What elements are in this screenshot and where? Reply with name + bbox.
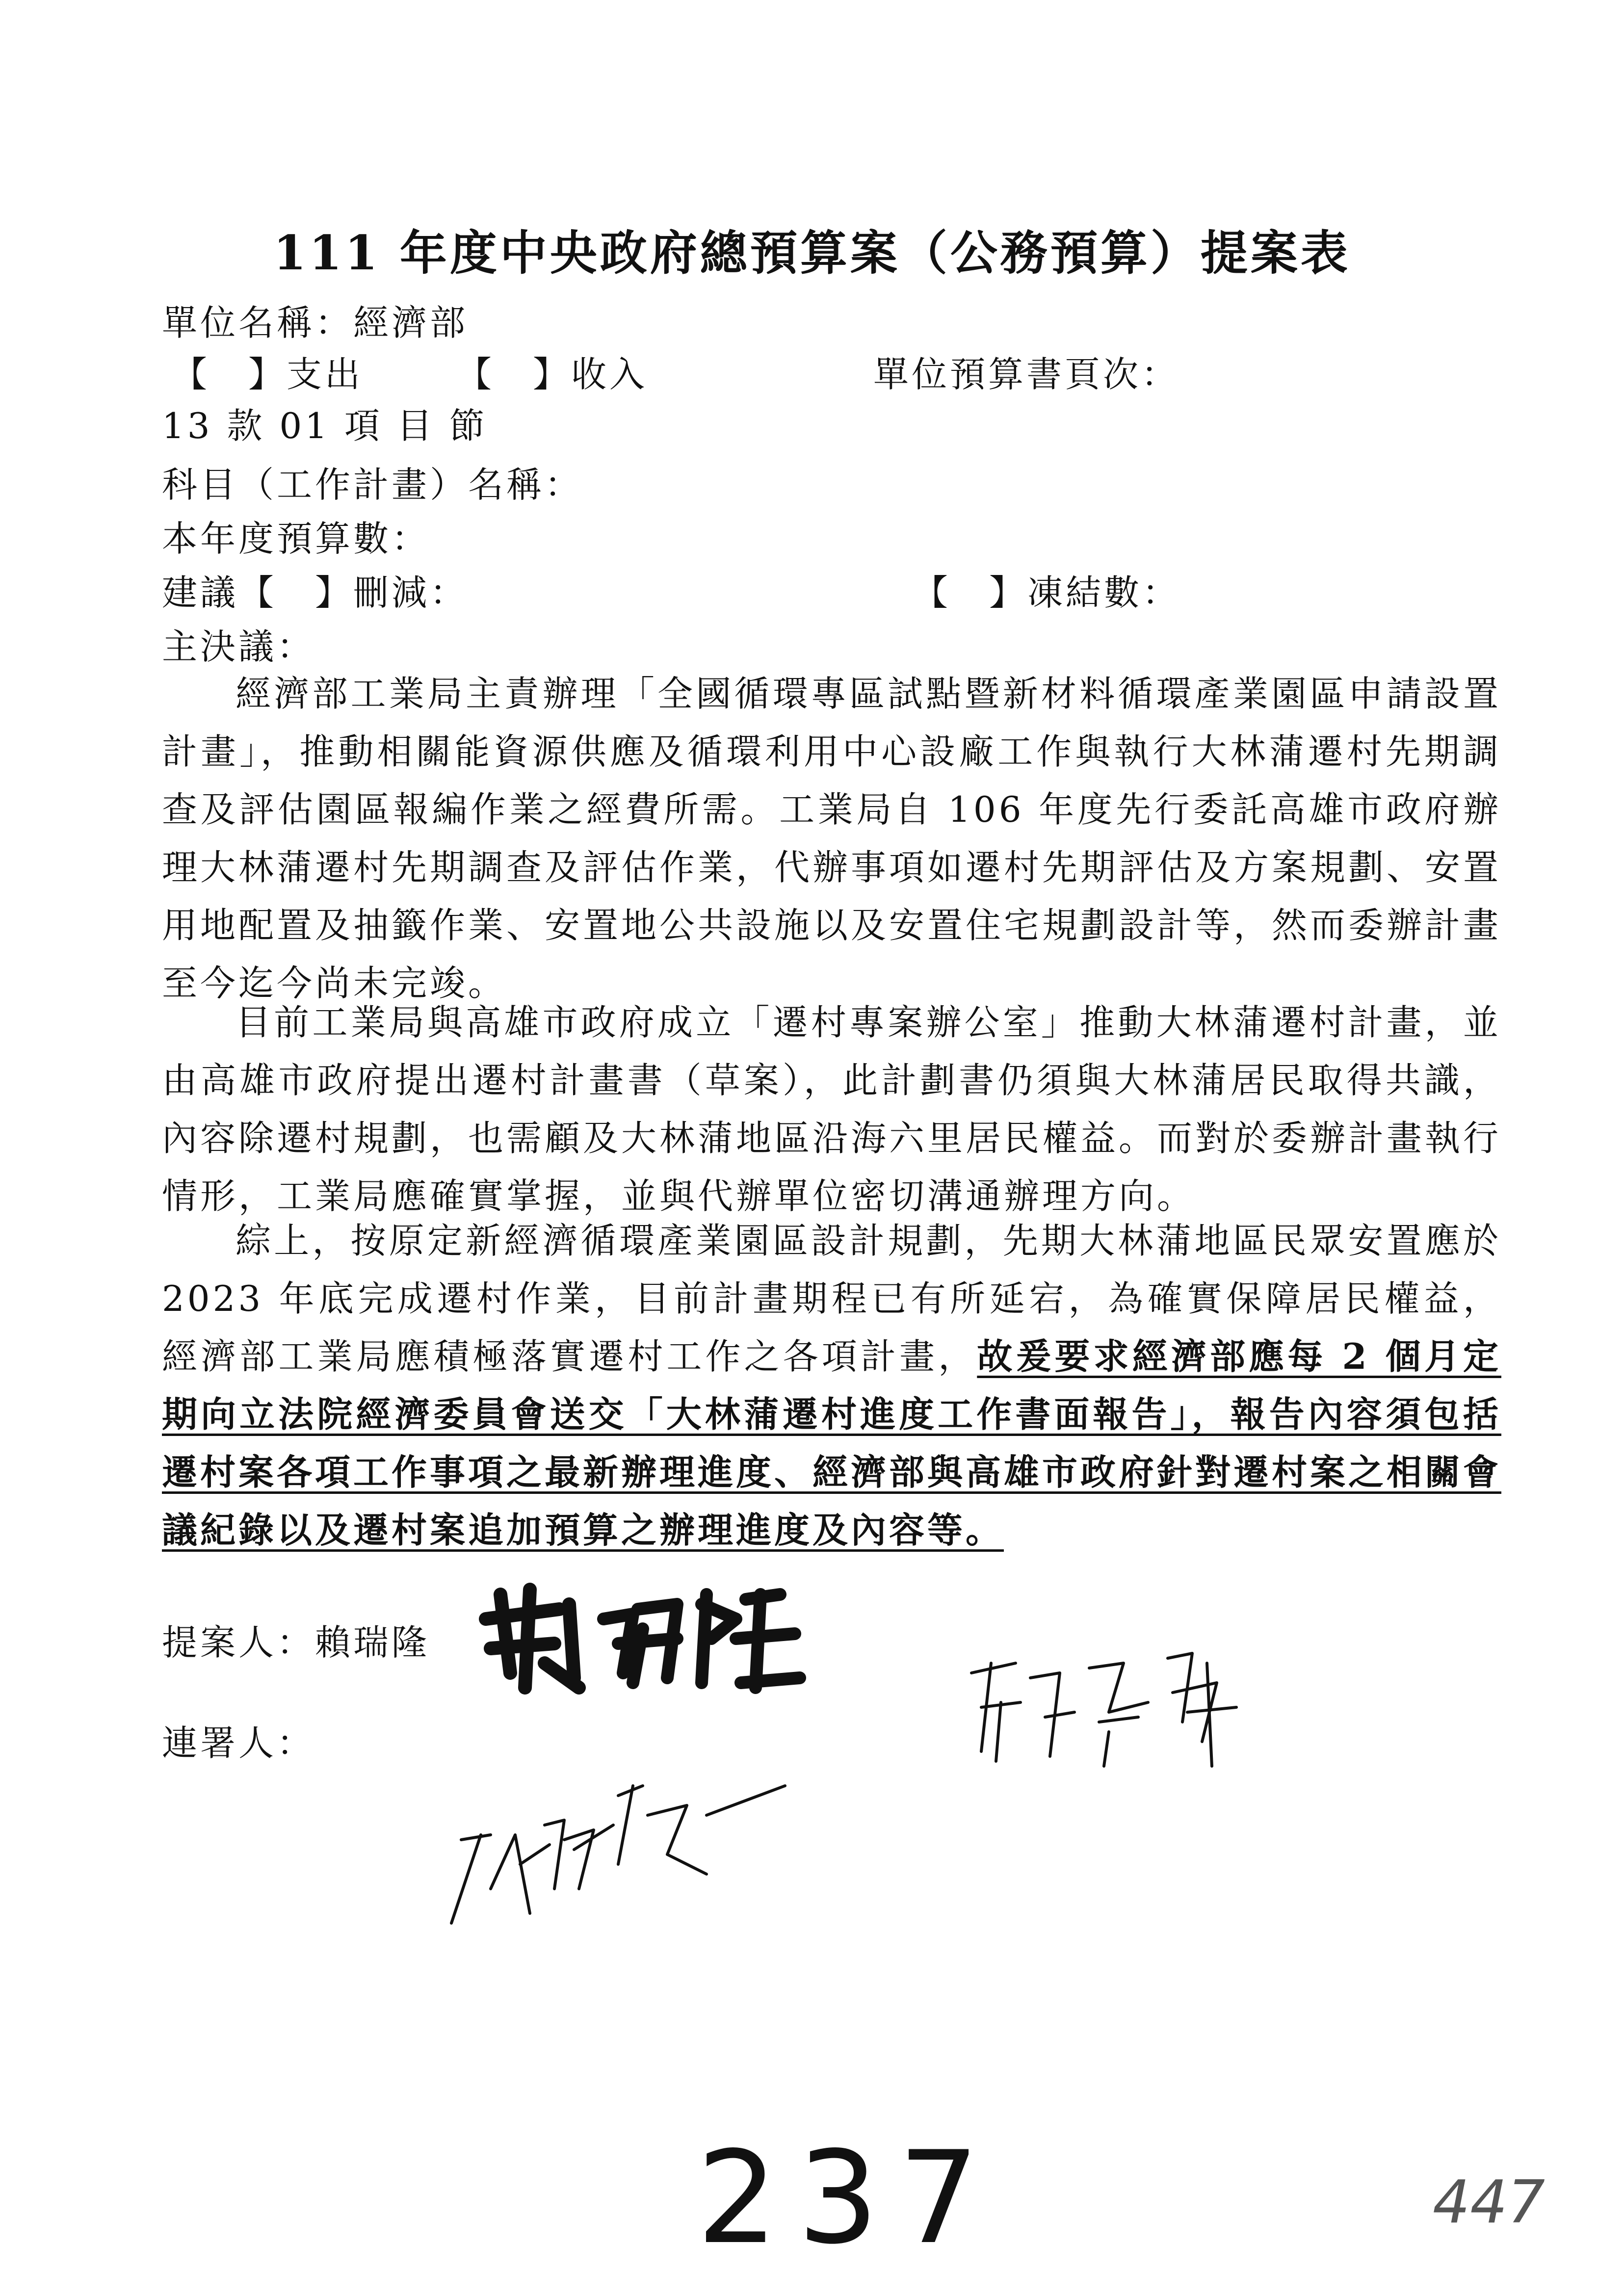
budget-page-label: 單位預算書頁次：: [873, 354, 1180, 395]
page-number-small: 447: [1433, 2168, 1545, 2237]
page-title: 111 年度中央政府總預算案（公務預算）提案表: [273, 225, 1351, 281]
paragraph-2: 目前工業局與高雄市政府成立「遷村專案辦公室」推動大林蒲遷村計畫，並由高雄市政府提出遷村計畫書（草案），此計劃書仍須與大林蒲居民取得共識，內容除遷村規劃，也需顧及大林蒲地區沿海六里居民權益。而對於委辦計畫執行情形，工業局應確實掌握，並與代辦單位密切溝通辦理方向。: [162, 1002, 1502, 1217]
expense-checkbox: 【 】支出: [172, 354, 364, 395]
budget-amount: 本年度預算數：: [162, 518, 430, 559]
income-checkbox: 【 】收入: [456, 354, 648, 395]
subject-name: 科目（工作計畫）名稱：: [162, 464, 583, 505]
item-line: 13 款 01 項 目 節: [162, 405, 488, 446]
cosigner-signature-2: [962, 1644, 1256, 1781]
proposer-signature: [471, 1575, 814, 1702]
resolution-label: 主決議：: [162, 626, 315, 667]
paragraph-3-emphasis: 故爰要求經濟部應每 2 個月定期向立法院經濟委員會送交「大林蒲遷村進度工作書面報告」，報告內容須包括遷村案各項工作事項之最新辦理進度、經濟部與高雄市政府針對遷村案之相關會議紀錄以及遷村案追加預算之辦理進度及內容等。: [162, 1335, 1502, 1551]
paragraph-3-text: 綜上，按原定新經濟循環產業園區設計規劃，先期大林蒲地區民眾安置應於 2023 年底完成遷村作業，目前計畫期程已有所延宕，為確實保障居民權益，經濟部工業局應積極落實遷村工作之各項計畫，: [162, 1220, 1501, 1377]
suggest-cut: 建議【 】刪減：: [162, 572, 469, 613]
page-number: 237: [697, 2124, 999, 2272]
freeze-amount: 【 】凍結數：: [913, 572, 1181, 613]
unit-name: 單位名稱：經濟部: [162, 302, 469, 343]
proposer: 提案人：賴瑞隆: [162, 1622, 430, 1663]
cosigner-signature-1: [432, 1727, 824, 1933]
paragraph-3: [162, 1212, 1501, 1559]
paragraph-1: 經濟部工業局主責辦理「全國循環專區試點暨新材料循環產業園區申請設置計畫」，推動相關能資源供應及循環利用中心設廠工作與執行大林蒲遷村先期調查及評估園區報編作業之經費所需。工業局自 106 年度先行委託高雄市政府辦理大林蒲遷村先期調查及評估作業，代辦事項如遷村先期評估及方案規劃、安置用地配置及抽籤作業、安置地公共設施以及安置住宅規劃設計等，然而委辦計畫至今迄今尚未完竣。: [162, 673, 1502, 1004]
cosigners-label: 連署人：: [162, 1722, 315, 1764]
